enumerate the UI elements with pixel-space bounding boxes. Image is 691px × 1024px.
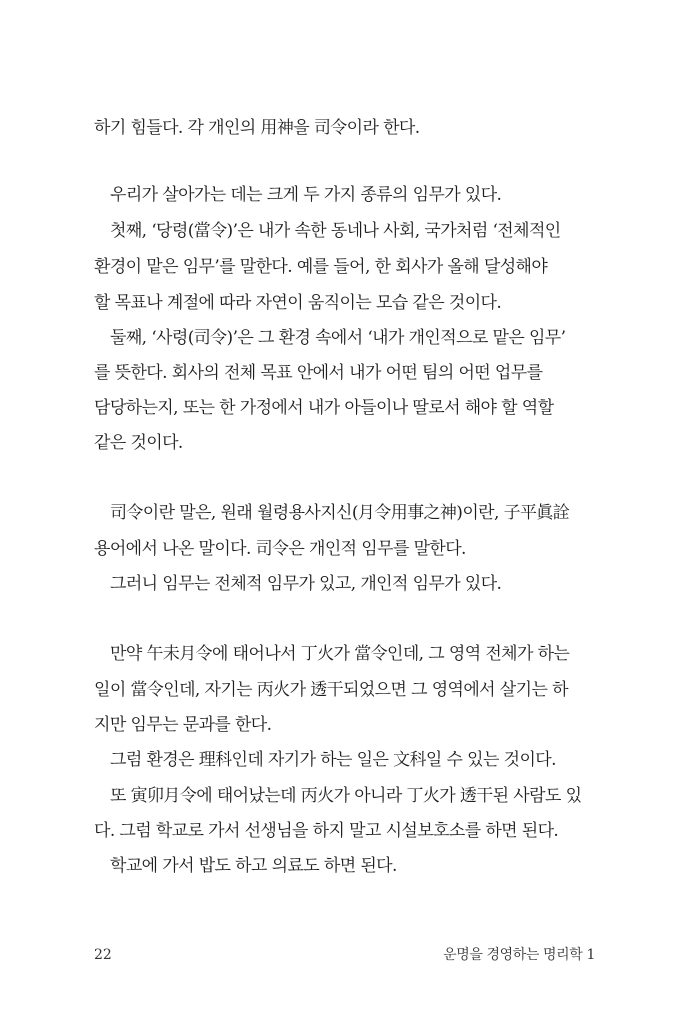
paragraph-line: 같은 것이다. xyxy=(94,433,183,453)
paragraph-line: 司令이란 말은, 원래 월령용사지신(月令用事之神)이란, 子平眞詮 xyxy=(110,503,570,523)
paragraph-line: 둘째, ‘사령(司令)’은 그 환경 속에서 ‘내가 개인적으로 맡은 임무’ xyxy=(110,328,566,348)
paragraph-line: 그럼 환경은 理科인데 자기가 하는 일은 文科일 수 있는 것이다. xyxy=(110,750,556,770)
paragraph-line: 할 목표나 계절에 따라 자연이 움직이는 모습 같은 것이다. xyxy=(94,293,502,313)
paragraph-line: 를 뜻한다. 회사의 전체 목표 안에서 내가 어떤 팀의 어떤 업무를 xyxy=(94,363,543,383)
paragraph-line: 용어에서 나온 말이다. 司令은 개인적 임무를 말한다. xyxy=(94,539,466,559)
paragraph-line: 담당하는지, 또는 한 가정에서 내가 아들이나 딸로서 해야 할 역할 xyxy=(94,398,554,418)
paragraph-line: 만약 午未月令에 태어나서 丁火가 當令인데, 그 영역 전체가 하는 xyxy=(110,644,570,664)
page-number: 22 xyxy=(94,947,112,963)
paragraph-line: 환경이 맡은 임무’를 말한다. 예를 들어, 한 회사가 올해 달성해야 xyxy=(94,257,548,277)
paragraph-line: 우리가 살아가는 데는 크게 두 가지 종류의 임무가 있다. xyxy=(110,185,502,205)
paragraph-line: 또 寅卯月令에 태어났는데 丙火가 아니라 丁火가 透干된 사람도 있 xyxy=(110,786,582,806)
paragraph-line: 일이 當令인데, 자기는 丙火가 透干되었으면 그 영역에서 살기는 하 xyxy=(94,680,568,700)
paragraph-line: 첫째, ‘당령(當令)’은 내가 속한 동네나 사회, 국가처럼 ‘전체적인 xyxy=(110,221,561,241)
paragraph-line: 학교에 가서 밥도 하고 의료도 하면 된다. xyxy=(110,856,397,876)
running-title: 운명을 경영하는 명리학 1 xyxy=(443,947,595,963)
paragraph-line: 다. 그럼 학교로 가서 선생님을 하지 말고 시설보호소를 하면 된다. xyxy=(94,821,559,841)
paragraph-line: 그러니 임무는 전체적 임무가 있고, 개인적 임무가 있다. xyxy=(110,574,502,594)
paragraph-line: 지만 임무는 문과를 한다. xyxy=(94,715,272,735)
paragraph-line: 하기 힘들다. 각 개인의 用神을 司令이라 한다. xyxy=(94,118,420,138)
